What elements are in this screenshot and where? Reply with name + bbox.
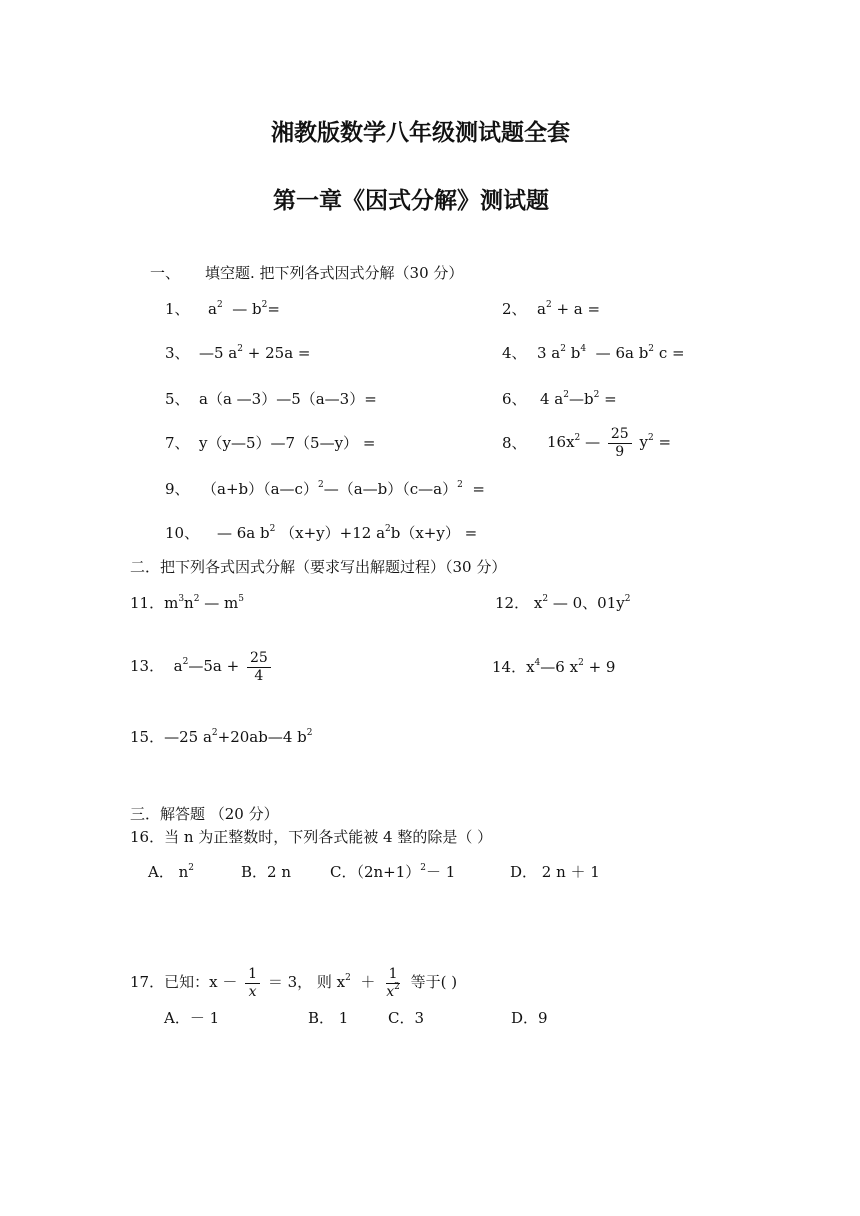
q2-number: 2、 (502, 300, 527, 318)
q12-expression: 12． $x^2$ — 0、$01y^2$ (495, 594, 631, 612)
q16-option-c: C．$(2n+1)^2- 1$ (330, 863, 456, 881)
section3-heading: 三．解答题 （20 分） (130, 805, 279, 823)
q8-number: 8、 (502, 434, 527, 452)
q5-number: 5、 (165, 390, 190, 408)
q15-expression: 15．—25 $a^2+20ab—4$ $b^2$ (130, 728, 313, 746)
q7-number: 7、 (165, 434, 190, 452)
q4-expression: 3 $a^2$ $b^4$ — 6a $b^2$ c = (537, 344, 685, 362)
q8-expression: $16x^2$ — $\frac{25}{9}$ $y^2$ = (547, 425, 672, 460)
q17-option-c: C．3 (388, 1009, 425, 1027)
q16-option-a: A． $n^2$ (148, 863, 194, 881)
page-title: 湘教版数学八年级测试题全套 (271, 120, 570, 146)
q9-expression: （a+b）（a—c）$^2$—（a—b）（c—a）$^2$ = (202, 480, 485, 498)
fraction-25-9: $\frac{25}{9}$ (608, 426, 632, 461)
q6-number: 6、 (502, 390, 527, 408)
q10-expression: — 6a $b^2$ （x+y）+12 $a^2b(x+y)$ = (217, 524, 478, 542)
q16-option-b: B．2 n (241, 863, 291, 881)
q14-expression: 14．$x^4—6$ $x^2 + 9$ (492, 658, 616, 676)
section1-heading: 填空题. 把下列各式因式分解（30 分） (205, 264, 464, 282)
q4-number: 4、 (502, 344, 527, 362)
q17-stem: 17．已知：x － $\frac{1}{x}$ ＝ 3， 则 $x^2$ ＋ $\frac{1}{x^2}$ 等于( ) (130, 965, 458, 1000)
section2-heading: 二．把下列各式因式分解（要求写出解题过程）（30 分） (130, 558, 507, 576)
chapter-title: 第一章《因式分解》测试题 (273, 188, 549, 214)
q6-expression: 4 $a^2—b^2$ = (540, 390, 617, 408)
q3-expression: —5 $a^2 + 25a$ = (199, 344, 311, 362)
q1-number: 1、 (165, 300, 190, 318)
q17-option-b: B． 1 (308, 1009, 349, 1027)
q11-expression: 11．$m^3n^2$ — $m^5$ (130, 594, 244, 612)
q9-number: 9、 (165, 480, 190, 498)
section1-number: 一、 (150, 264, 181, 282)
q16-option-d: D． 2 n ＋ 1 (510, 863, 600, 881)
q13-expression: 13． $a^2—5a$ + $\frac{25}{4}$ (130, 646, 274, 686)
fraction-25-4: $\frac{25}{4}$ (247, 650, 271, 685)
fraction-1-over-x: $\frac{1}{x}$ (245, 966, 260, 1001)
q17-option-d: D．9 (511, 1009, 548, 1027)
fraction-1-over-x-squared: $\frac{1}{x^2}$ (386, 965, 400, 1000)
q1-expression: $a^2$ — $b^2=$ (208, 300, 280, 318)
q16-stem: 16．当 n 为正整数时，下列各式能被 4 整的除是（ ） (130, 828, 493, 846)
q7-expression: y（y—5）—7（5—y） = (199, 434, 376, 452)
q10-number: 10、 (165, 524, 200, 542)
q5-expression: a（a —3）—5（a—3）= (199, 390, 377, 408)
q17-option-a: A．－ 1 (164, 1009, 220, 1027)
q2-expression: $a^2 + a$ = (537, 300, 601, 318)
q3-number: 3、 (165, 344, 190, 362)
